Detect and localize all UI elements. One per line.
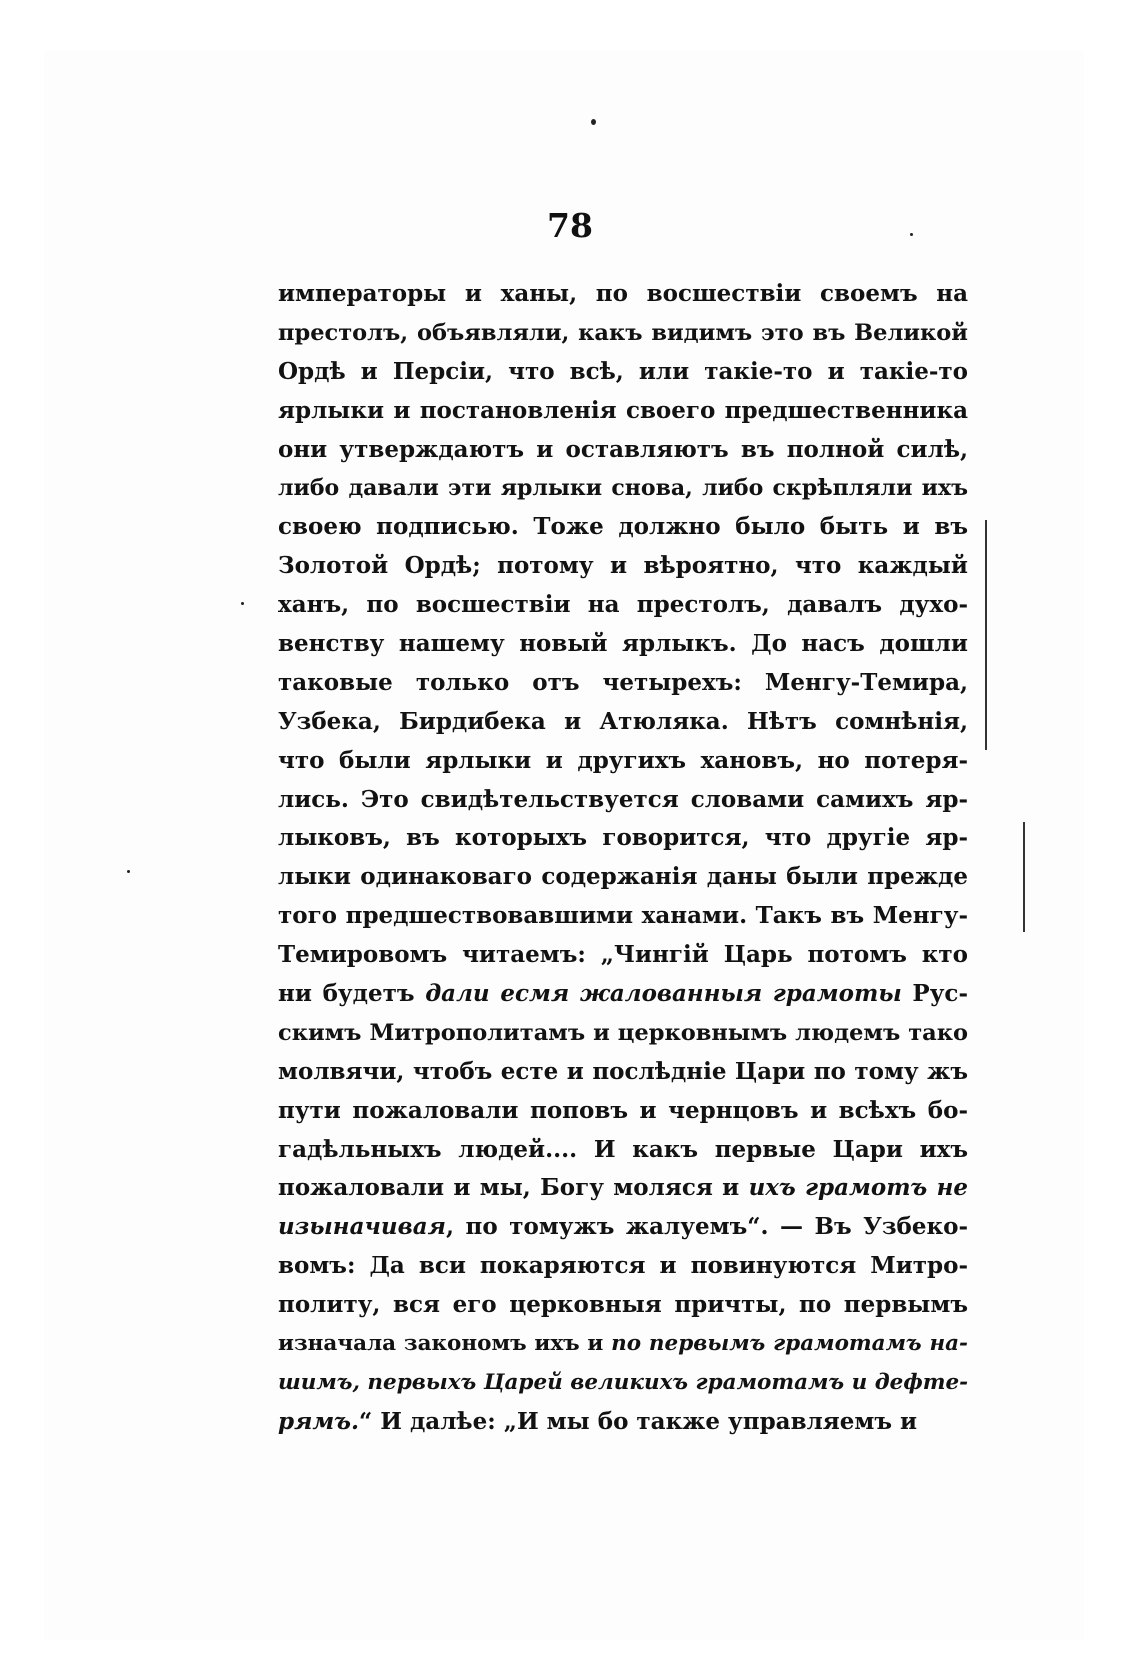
text-line	[278, 897, 968, 936]
text-segment: молвячи, чтобъ есте и послѣдніе Цари по тому жъ	[278, 1057, 968, 1085]
italic-quote-segment: по первымъ грамотамъ на-	[611, 1331, 968, 1357]
text-line	[278, 1169, 968, 1208]
text-segment: гадѣльныхъ людей.... И какъ первые Цари ихъ	[278, 1135, 968, 1163]
text-segment: престолъ, объявляли, какъ видимъ это въ Великой	[278, 319, 968, 346]
text-segment: Золотой Ордѣ; потому и вѣроятно, что каждый	[278, 552, 968, 580]
text-line	[278, 742, 968, 781]
text-segment: пути пожаловали поповъ и чернцовъ и всѣхъ бо-	[278, 1096, 968, 1124]
text-line	[278, 664, 968, 703]
text-line	[278, 975, 968, 1014]
text-line	[278, 1286, 968, 1325]
text-line	[278, 781, 968, 820]
text-line	[278, 1325, 968, 1364]
text-line	[278, 353, 968, 392]
text-line	[278, 1247, 968, 1286]
text-segment: ханъ, по восшествіи на престолъ, давалъ духо-	[278, 591, 968, 619]
text-line	[278, 275, 968, 314]
text-line	[278, 547, 968, 586]
text-segment: вомъ: Да вси покаряются и повинуются Митро-	[278, 1252, 968, 1280]
text-segment: венству нашему новый ярлыкъ. До насъ дошли	[278, 630, 968, 658]
text-segment: своею подписью. Тоже должно было быть и въ	[278, 513, 968, 541]
italic-quote-segment: дали есмя жалованныя грамоты	[425, 980, 902, 1008]
text-segment: Рус-	[901, 980, 968, 1008]
text-segment: политу, вся его церковныя причты, по первымъ	[278, 1291, 968, 1319]
text-line	[278, 1364, 968, 1403]
text-segment: ни будетъ	[278, 980, 426, 1008]
text-segment: лись. Это свидѣтельствуется словами самихъ яр-	[278, 785, 968, 813]
text-line	[278, 1403, 968, 1442]
text-line	[278, 314, 968, 353]
body-text	[278, 275, 968, 1442]
text-segment: таковые только отъ четырехъ: Менгу-Темира,	[278, 668, 968, 696]
text-line	[278, 936, 968, 975]
text-segment: Узбека, Бирдибека и Атюляка. Нѣтъ сомнѣнія,	[278, 707, 968, 735]
text-line	[278, 819, 968, 858]
text-line	[278, 431, 968, 470]
text-segment: либо давали эти ярлыки снова, либо скрѣпляли ихъ	[278, 475, 968, 502]
text-line	[278, 1092, 968, 1131]
italic-quote-segment: изыначивая	[278, 1213, 446, 1241]
text-segment: императоры и ханы, по восшествіи своемъ на	[278, 280, 968, 307]
text-line	[278, 1208, 968, 1247]
text-segment: Ордѣ и Персіи, что всѣ, или такіе-то и такіе-то	[278, 357, 968, 385]
text-line	[278, 1014, 968, 1053]
text-segment: “ И далѣе: „И мы бо также управляемъ и	[358, 1407, 918, 1435]
margin-mark	[1023, 822, 1025, 932]
italic-quote-segment: шимъ, первыхъ Царей великихъ грамотамъ и дефте-	[278, 1369, 969, 1395]
text-line	[278, 1053, 968, 1092]
text-segment: лыки одинаковаго содержанія даны были прежде	[278, 863, 968, 891]
ink-speck	[591, 119, 596, 125]
text-segment: того предшествовавшими ханами. Такъ въ Менгу-	[278, 902, 968, 930]
text-line	[278, 586, 968, 625]
text-segment: скимъ Митрополитамъ и церковнымъ людемъ тако	[278, 1019, 968, 1046]
text-segment: пожаловали и мы, Богу моляся и	[278, 1174, 749, 1202]
ink-speck	[127, 870, 130, 873]
text-segment: ярлыки и постановленія своего предшественника	[278, 396, 968, 424]
text-line	[278, 1131, 968, 1170]
text-line	[278, 469, 968, 508]
text-segment: что были ярлыки и другихъ хановъ, но потеря-	[278, 746, 968, 774]
italic-quote-segment: рямъ.	[278, 1407, 359, 1435]
text-line	[278, 508, 968, 547]
page-number: 78	[547, 206, 593, 245]
italic-quote-segment: ихъ грамотъ не	[748, 1174, 969, 1202]
text-line	[278, 625, 968, 664]
text-segment: , по томужъ жалуемъ“. — Въ Узбеко-	[445, 1213, 968, 1241]
ink-speck	[241, 602, 244, 605]
text-segment: они утверждаютъ и оставляютъ въ полной силѣ,	[278, 435, 968, 463]
text-segment: изначала закономъ ихъ и	[278, 1331, 612, 1357]
margin-mark	[985, 520, 987, 750]
text-line	[278, 392, 968, 431]
text-segment: лыковъ, въ которыхъ говорится, что другіе яр-	[278, 824, 968, 852]
text-line	[278, 858, 968, 897]
text-line	[278, 703, 968, 742]
text-segment: Темировомъ читаемъ: „Чингій Царь потомъ кто	[278, 941, 968, 969]
